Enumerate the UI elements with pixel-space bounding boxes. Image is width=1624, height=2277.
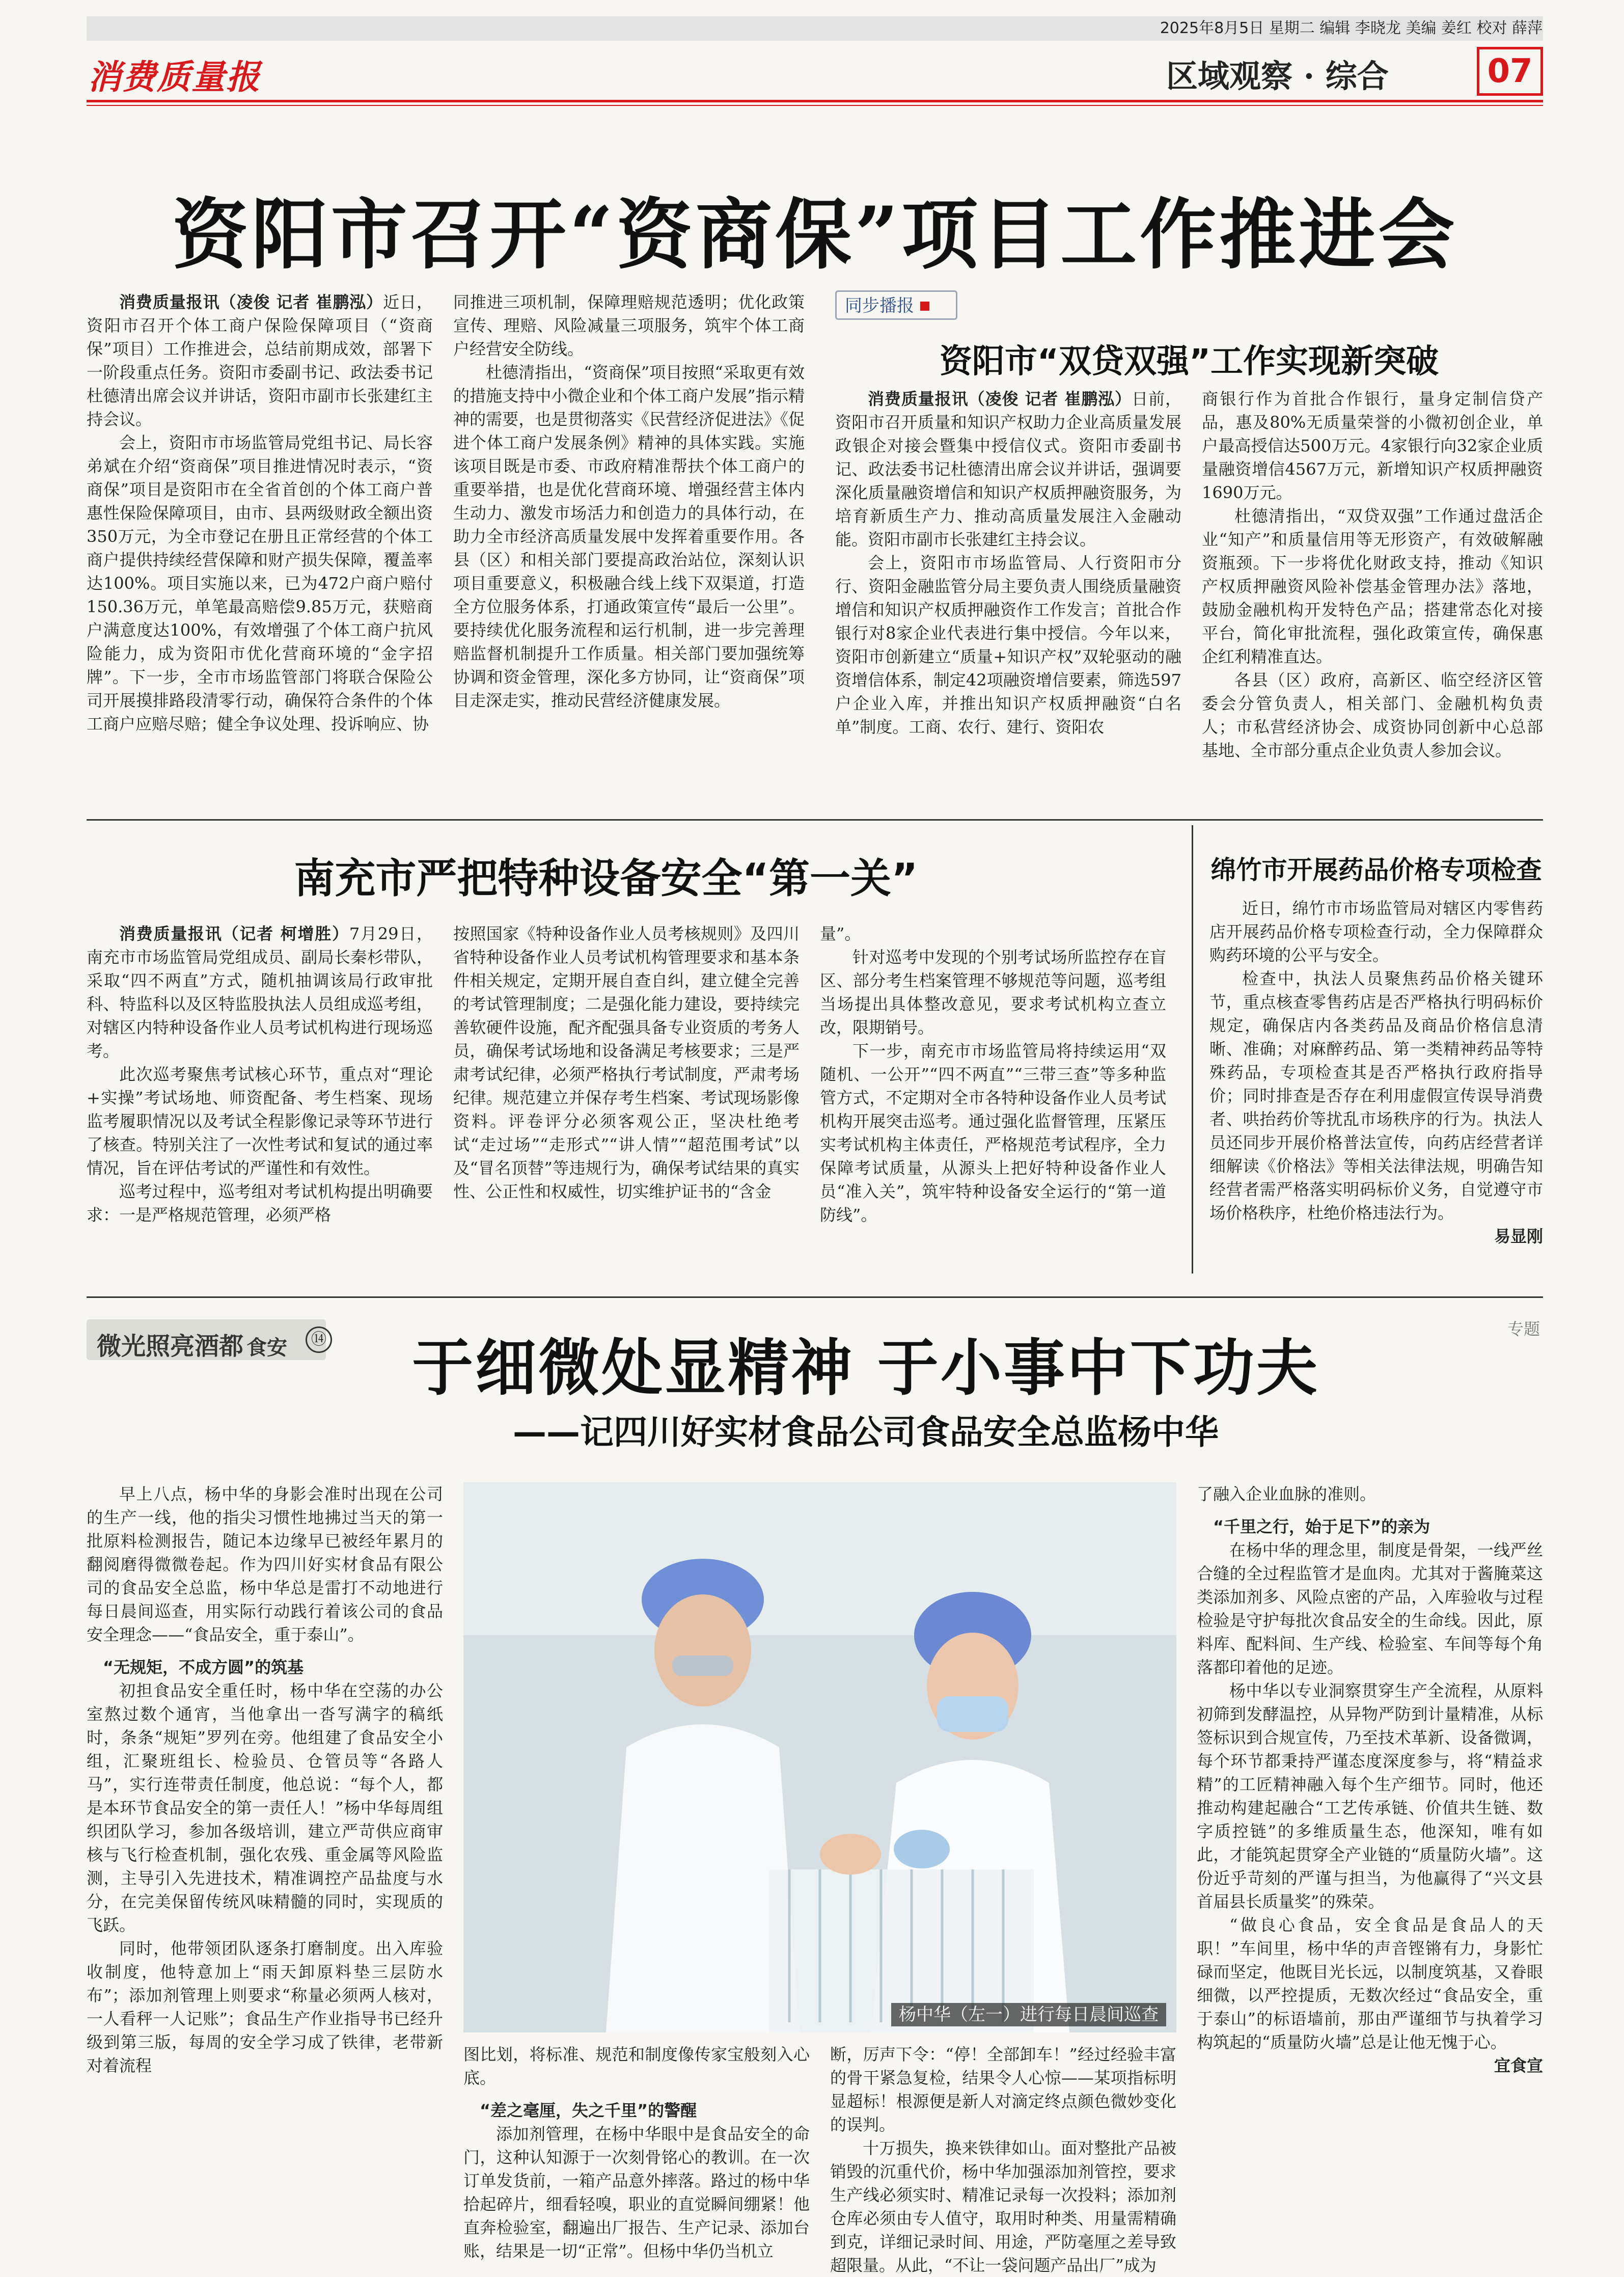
photo-illustration	[463, 1482, 1176, 2032]
header-rule-thin	[87, 105, 1543, 106]
article5-signature: 宜食宣	[1494, 2056, 1543, 2075]
sync-tag	[835, 290, 957, 320]
article1-title: 资阳市召开“资商保”项目工作推进会	[172, 190, 1458, 280]
article-photo	[463, 1482, 1176, 2032]
article5-subtitle: ——记四川好实材食品公司食品安全总监杨中华	[513, 1413, 1219, 1452]
article3-col3: 量”。 针对巡考中发现的个别考试场所监控存在盲区、部分考生档案管理不够规范等问题，巡考组当场提出具体整改意见，要求考试机构立查立改，限期销号。 下一步，南充市市场监管局将持续运用“双随机、一公开”“四不两直”“三带三查”等多种监管方式，不定期对全市各特种设备作业人员考试机构开展突击巡考。通过强化监督管理，压紧压实考试机构主体责任，严格规范考试程序，全力保障考试质量，从源头上把好特种设备作业人员“准入关”，筑牢特种设备安全运行的“第一道防线”。	[820, 924, 1166, 1225]
photo-caption: 杨中华（左一）进行每日晨间巡查	[891, 2003, 1166, 2026]
column-number: ⑭	[306, 1326, 332, 1353]
section-title: 区域观察 · 综合	[1166, 58, 1389, 95]
article2-title: 资阳市“双贷双强”工作实现新突破	[939, 343, 1439, 381]
divider-vertical	[1192, 825, 1193, 1273]
subhead-2: “差之毫厘，失之千里”的警醒	[480, 2101, 697, 2120]
article1-col1: 消费质量报讯（凌俊 记者 崔鹏泓）近日，资阳市召开个体工商户保险保障项目（“资商保”项目）工作推进会，总结前期成效，部署下一阶段重点任务。资阳市委副书记、政法委书记杜德清出席会议并讲话，资阳市副市长张建红主持会议。 会上，资阳市市场监管局党组书记、局长容弟斌在介绍“资商保”项目推进情况时表示，“资商保”项目是资阳市在全省首创的个体工商户普惠性保险保障项目，由市、县两级财政全额出资350万元，为全市登记在册且正常经营的个体工商户提供持续经营保障和财产损失保障，覆盖率达100%。项目实施以来，已为472户商户赔付150.36万元，单笔最高赔偿9.85万元，获赔商户满意度达100%，有效增强了个体工商户抗风险能力，成为资阳市优化营商环境的“金字招牌”。下一步，全市市场监管部门将联合保险公司开展摸排路段清零行动，确保符合条件的个体工商户应赔尽赔；健全争议处理、投诉响应、协	[87, 292, 433, 734]
article1-byline: 消费质量报讯（凌俊 记者 崔鹏泓）	[119, 292, 383, 312]
article4-body: 近日，绵竹市市场监管局对辖区内零售药店开展药品价格专项检查行动，全力保障群众购药环境的公平与安全。 检查中，执法人员聚焦药品价格关键环节，重点核查零售药店是否严格执行明码标价规定，确保店内各类药品及商品价格信息清晰、准确；对麻醉药品、第一类精神药品等特殊药品，专项检查其是否严格执行政府指导价；同时排查是否存在利用虚假宣传误导消费者、哄抬药价等扰乱市场秩序的行为。执法人员还同步开展价格普法宣传，向药店经营者详细解读《价格法》等相关法律法规，明确告知经营者需严格落实明码标价义务，自觉遵守市场价格秩序，杜绝价格违法行为。 易显刚	[1209, 899, 1543, 1246]
special-label: 专题	[1507, 1319, 1540, 1339]
article5-col1: 早上八点，杨中华的身影会准时出现在公司的生产一线，他的指尖习惯性地拂过当天的第一批原料检测报告，随记本边缘早已被经年累月的翻阅磨得微微卷起。作为四川好实材食品有限公司的食品安全总监，杨中华总是雷打不动地进行每日晨间巡查，用实际行动践行着该公司的食品安全理念——“食品安全，重于泰山”。 “无规矩，不成方圆”的筑基 初担食品安全重任时，杨中华在空荡的办公室熬过数个通宵，当他拿出一沓写满字的稿纸时，条条“规矩”罗列在旁。他组建了食品安全小组，汇聚班组长、检验员、仓管员等“各路人马”，实行连带责任制度，他总说：“每个人，都是本环节食品安全的第一责任人！”杨中华每周组织团队学习，参加各级培训，建立严苛供应商审核与飞行检查机制，强化农残、重金属等风险监测，主导引入先进技术，精准调控产品盐度与水分，在完美保留传统风味精髓的同时，实现质的飞跃。 同时，他带领团队逐条打磨制度。出入库验收制度，他特意加上“雨天卸原料垫三层防水布”；添加剂管理上则要求“称量必须两人核对，一人看秤一人记账”；食品生产作业指导书已经升级到第三版，每周的安全学习成了铁律，老带新对着流程	[87, 1484, 443, 2075]
column-name: 微光照亮酒都 食安	[97, 1332, 288, 1361]
tag-label: 同步播报	[845, 295, 914, 316]
article5-col3: 断，厉声下令：“停！全部卸车！”经过经验丰富的骨干紧急复检，结果令人心惊——某项指标明显超标！根源便是新人对滴定终点颜色微妙变化的误判。 十万损失，换来铁律如山。面对整批产品被销毁的沉重代价，杨中华加强添加剂管控，要求生产线必须实时、精准记录每一次投料；添加剂仓库必须由专人值守，取用时种类、用量需精确到克，详细记录时间、用途，严防毫厘之差导致超限量。从此，“不让一袋问题产品出厂”成为	[830, 2045, 1176, 2275]
article1-col2: 同推进三项机制，保障理赔规范透明；优化政策宣传、理赔、风险减量三项服务，筑牢个体工商户经营安全防线。 杜德清指出，“资商保”项目按照“采取更有效的措施支持中小微企业和个体工商户发展”指示精神的需要，也是贯彻落实《民营经济促进法》《促进个体工商户发展条例》精神的具体实践。实施该项目既是市委、市政府精准帮扶个体工商户的重要举措，也是优化营商环境、增强经营主体内生动力、激发市场活力和创造力的具体行动，在助力全市经济高质量发展中发挥着重要作用。各县（区）和相关部门要提高政治站位，深刻认识项目重要意义，积极融合线上线下双渠道，打造全方位服务体系，打通政策宣传“最后一公里”。要持续优化服务流程和运行机制，进一步完善理赔监督机制提升工作质量。相关部门要加强统筹协调和资金管理，深化多方协同，让“资商保”项目走深走实，推动民营经济健康发展。	[453, 292, 805, 710]
dateline: 2025年8月5日 星期二 编辑 李晓龙 美编 姜红 校对 薛萍	[1160, 19, 1543, 37]
divider	[87, 819, 1543, 821]
divider	[87, 1296, 1543, 1298]
article2-col1: 消费质量报讯（凌俊 记者 崔鹏泓）日前，资阳市召开质量和知识产权助力企业高质量发展政银企对接会暨集中授信仪式。资阳市委副书记、政法委书记杜德清出席会议并讲话，强调要深化质量融资增信和知识产权质押融资服务，为培育新质生产力、推动高质量发展注入金融动能。资阳市副市长张建红主持会议。 会上，资阳市市场监管局、人行资阳市分行、资阳金融监管分局主要负责人围绕质量融资增信和知识产权质押融资作工作发言；首批合作银行对8家企业代表进行集中授信。今年以来，资阳市创新建立“质量+知识产权”双轮驱动的融资增信体系，制定42项融资增信要素，筛选597户企业入库，并推出知识产权质押融资“白名单”制度。工商、农行、建行、资阳农	[835, 389, 1181, 737]
subhead-3: “千里之行，始于足下”的亲为	[1213, 1517, 1430, 1536]
article3-title: 南充市严把特种设备安全“第一关”	[294, 855, 918, 902]
article4-title: 绵竹市开展药品价格专项检查	[1210, 855, 1542, 885]
newspaper-logo: 消费质量报	[88, 58, 261, 97]
page-number: 07	[1477, 47, 1543, 96]
article5-col4: 了融入企业血脉的准则。 “千里之行，始于足下”的亲为 在杨中华的理念里，制度是骨架，一线严丝合缝的全过程监管才是血肉。尤其对于酱腌菜这类添加剂多、风险点密的产品，入库验收与过程检验是守护每批次食品安全的生命线。因此，原料库、配料间、生产线、检验室、车间等每个角落都印着他的足迹。 杨中华以专业洞察贯穿生产全流程，从原料初筛到发酵温控，从异物严防到计量精准，从标签标识到合规宣传，乃至技术革新、设备微调，每个环节都秉持严谨态度深度参与，将“精益求精”的工匠精神融入每个生产细节。同时，他还推动构建起融合“工艺传承链、价值共生链、数字质控链”的多维质量生态，他深知，唯有如此，才能筑起贯穿全产业链的“质量防火墙”。这份近乎苛刻的严谨与担当，为他赢得了“兴文县首届县长质量奖”的殊荣。 “做良心食品，安全食品是食品人的天职！”车间里，杨中华的声音铿锵有力，身影忙碌而坚定，他既目光长远，以制度筑基，又眷眼细微，以严控提质，无数次经过“食品安全，重于泰山”的标语墙前，那由严谨细节与执着学习构筑起的“质量防火墙”总是让他无愧于心。 宜食宣	[1197, 1484, 1543, 2075]
article4-signature: 易显刚	[1494, 1227, 1543, 1246]
play-icon	[920, 302, 929, 311]
article3-col2: 按照国家《特种设备作业人员考核规则》及四川省特种设备作业人员考试机构管理要求和基本条件相关规定，定期开展自查自纠，建立健全完善的考试管理制度；二是强化能力建设，要持续完善软硬件设施，配齐配强具备专业资质的考务人员，确保考试场地和设备满足考核要求；三是严肃考试纪律，必须严格执行考试制度，严肃考场纪律。规范建立并保存考生档案、考试现场影像资料。评卷评分必须客观公正，坚决杜绝考试“走过场”“走形式”“讲人情”“超范围考试”以及“冒名顶替”等违规行为，确保考试结果的真实性、公正性和权威性，切实维护证书的“含金	[453, 924, 800, 1201]
article5-title: 于细微处显精神 于小事中下功夫	[412, 1332, 1319, 1404]
column-deco: 食安	[246, 1336, 288, 1360]
article5-col2: 图比划，将标准、规范和制度像传家宝般刻入心底。 “差之毫厘，失之千里”的警醒 添加剂管理，在杨中华眼中是食品安全的命门，这种认知源于一次刻骨铭心的教训。在一次订单发货前，一箱产品意外摔落。路过的杨中华拾起碎片，细看轻嗅，职业的直觉瞬间绷紧！他直奔检验室，翻遍出厂报告、生产记录、添加台账，结果是一切“正常”。但杨中华仍当机立	[463, 2045, 810, 2261]
article3-col1: 消费质量报讯（记者 柯增胜）7月29日，南充市市场监管局党组成员、副局长秦杉带队，采取“四不两直”方式，随机抽调该局行政审批科、特监科以及区特监股执法人员组成巡考组，对辖区内特种设备作业人员考试机构进行现场巡考。 此次巡考聚焦考试核心环节，重点对“理论+实操”考试场地、师资配备、考生档案、现场监考履职情况以及考试全程影像记录等环节进行了核查。特别关注了一次性考试和复试的通过率情况，旨在评估考试的严谨性和有效性。 巡考过程中，巡考组对考试机构提出明确要求：一是严格规范管理，必须严格	[87, 924, 433, 1225]
subhead-1: “无规矩，不成方圆”的筑基	[103, 1658, 304, 1677]
header-rule	[87, 100, 1543, 102]
article2-col2: 商银行作为首批合作银行，量身定制信贷产品，惠及80%无质量荣誉的小微初创企业，单户最高授信达500万元。4家银行向32家企业质量融资增信4567万元，新增知识产权质押融资1690万元。 杜德清指出，“双贷双强”工作通过盘活企业“知产”和质量信用等无形资产，有效破解融资瓶颈。下一步将优化财政支持，推动《知识产权质押融资风险补偿基金管理办法》落地，鼓励金融机构开发特色产品；搭建常态化对接平台，简化审批流程，强化政策宣传，确保惠企红利精准直达。 各县（区）政府，高新区、临空经济区管委会分管负责人，相关部门、金融机构负责人；市私营经济协会、成资协同创新中心总部基地、全市部分重点企业负责人参加会议。	[1202, 389, 1543, 760]
article2-byline: 消费质量报讯（凌俊 记者 崔鹏泓）	[868, 389, 1132, 409]
article3-byline: 消费质量报讯（记者 柯增胜）	[119, 924, 349, 943]
